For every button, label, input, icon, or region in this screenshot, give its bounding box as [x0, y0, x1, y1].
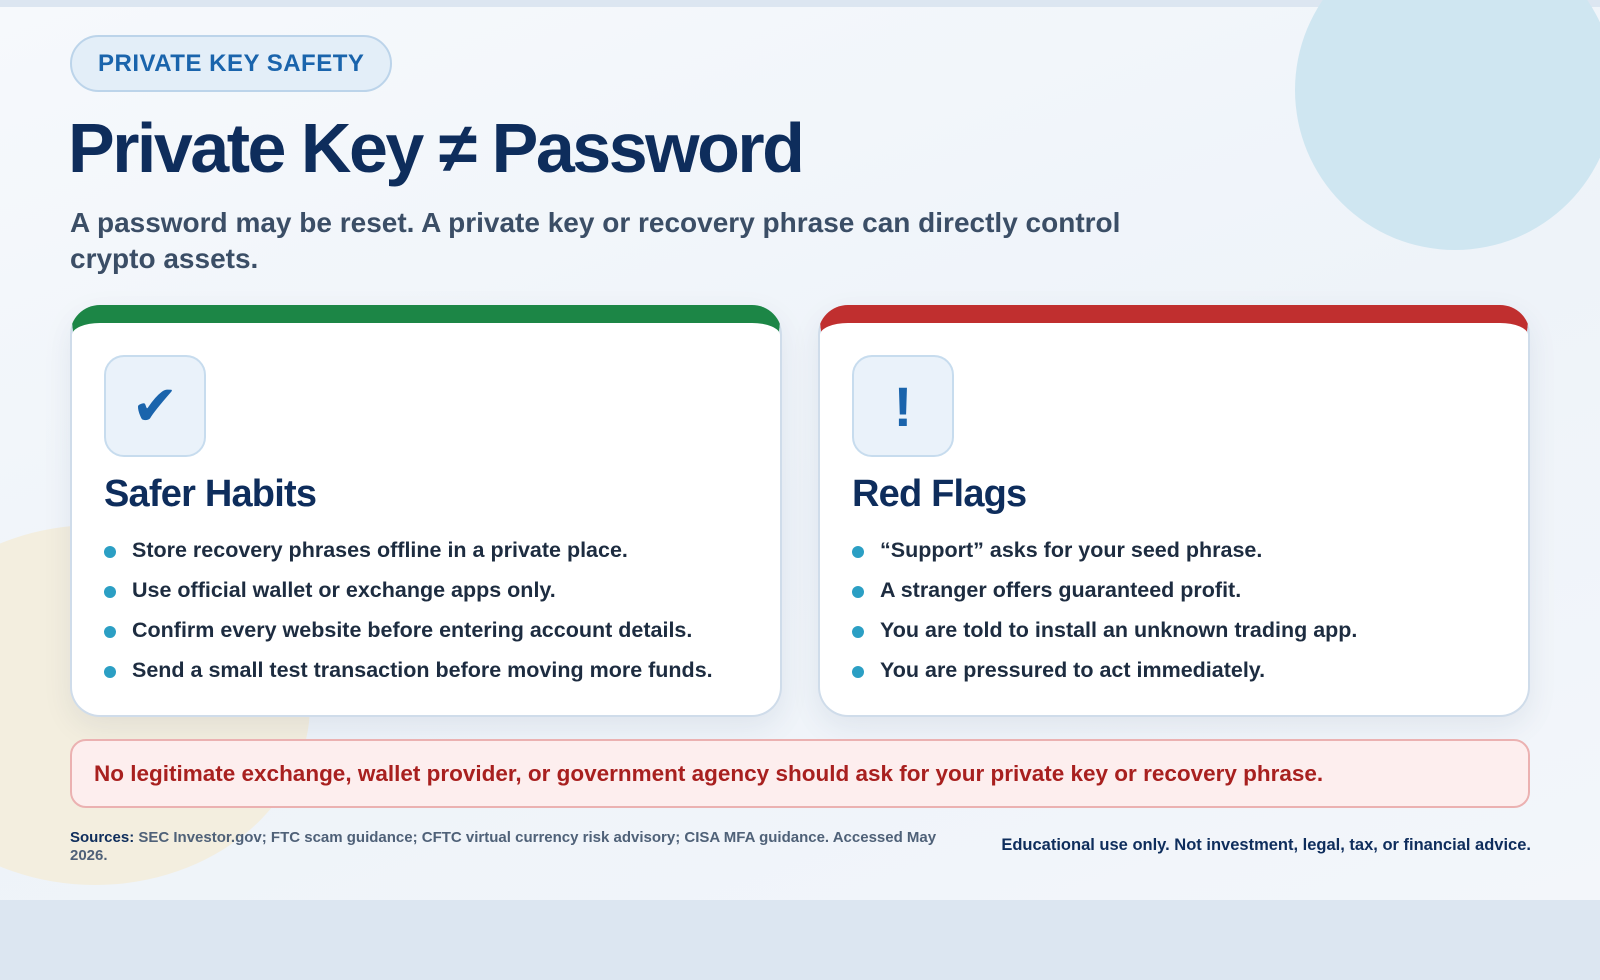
list-item [852, 615, 1357, 655]
sources-text: SEC Investor.gov; FTC scam guidance; CFTC virtual currency risk advisory; CISA MFA guidance. Accessed May 2026. [70, 829, 937, 864]
list-item-text: You are pressured to act immediately. [880, 658, 1266, 682]
bullet-dot-icon [852, 626, 864, 638]
list-item-text: “Support” asks for your seed phrase. [880, 538, 1263, 562]
red-flags-card [818, 305, 1530, 717]
safer-habits-title: Safer Habits [104, 473, 317, 515]
list-item [104, 655, 713, 695]
bullet-dot-icon [852, 666, 864, 678]
page-title: Private Key ≠ Password [68, 109, 803, 187]
bullet-dot-icon [852, 586, 864, 598]
list-item [852, 575, 1357, 615]
list-item [104, 575, 713, 615]
bullet-dot-icon [852, 546, 864, 558]
safer-habits-card [70, 305, 782, 717]
checkmark-icon: ✔ [104, 355, 206, 457]
exclamation-icon: ! [852, 355, 954, 457]
page-subtitle: A password may be reset. A private key or recovery phrase can directly control crypto assets. [70, 207, 1121, 274]
bullet-dot-icon [104, 626, 116, 638]
decorative-circle-right [1295, 0, 1600, 250]
bullet-dot-icon [104, 546, 116, 558]
disclaimer-text: Educational use only. Not investment, legal, tax, or financial advice. [1001, 836, 1531, 854]
topic-badge: PRIVATE KEY SAFETY [70, 35, 392, 92]
list-item [104, 615, 713, 655]
list-item-text: Store recovery phrases offline in a private place. [132, 538, 628, 562]
list-item [852, 655, 1357, 695]
red-flags-title: Red Flags [852, 473, 1027, 515]
list-item-text: Use official wallet or exchange apps only. [132, 578, 556, 602]
list-item-text: Send a small test transaction before moving more funds. [132, 658, 713, 682]
bullet-dot-icon [104, 666, 116, 678]
list-item-text: A stranger offers guaranteed profit. [880, 578, 1242, 602]
list-item [104, 535, 713, 575]
sources-label: Sources: [70, 829, 135, 846]
safer-habits-list [104, 535, 713, 695]
bullet-dot-icon [104, 586, 116, 598]
warning-banner: No legitimate exchange, wallet provider, or government agency should ask for your private key or recovery phrase. [70, 739, 1530, 808]
list-item-text: You are told to install an unknown trading app. [880, 618, 1358, 642]
list-item [852, 535, 1357, 575]
red-flags-list [852, 535, 1357, 695]
list-item-text: Confirm every website before entering account details. [132, 618, 693, 642]
sources-footnote [70, 829, 950, 865]
